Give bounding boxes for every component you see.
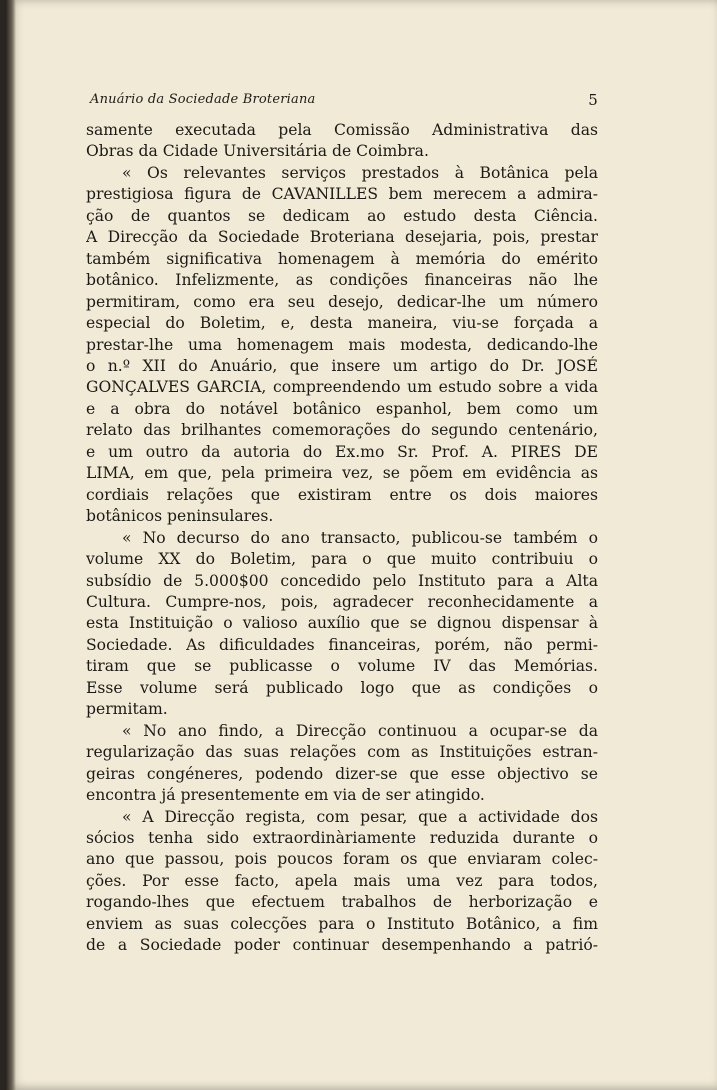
- text-line: samente executada pela Comissão Administrativa das: [86, 121, 598, 139]
- text-line: « No ano findo, a Direcção continuou a ocupar-se da: [122, 721, 598, 740]
- page-gutter-shadow: [6, 0, 16, 1090]
- text-line: encontra já presentemente em via de ser atingido.: [86, 786, 485, 805]
- running-title: Anuário da Sociedade Broteriana: [90, 92, 316, 107]
- text-line: « Os relevantes serviços prestados à Botânica pela: [122, 163, 598, 182]
- text-line: permitam.: [86, 700, 168, 719]
- text-line: tiram que se publicasse o volume IV das Memórias.: [86, 657, 598, 676]
- text-line: enviem as suas colecções para o Instituto Botânico, a fim: [86, 914, 598, 933]
- text-line: botânico. Infelizmente, as condições financeiras não lhe: [86, 271, 598, 290]
- book-page: [6, 0, 717, 1090]
- text-line: rogando-lhes que efectuem trabalhos de herborização e: [86, 893, 598, 912]
- text-line: sócios tenha sido extraordinàriamente reduzida durante o: [86, 828, 598, 847]
- text-line: relato das brilhantes comemorações do segundo centenário,: [86, 421, 598, 440]
- text-line: também significativa homenagem à memória do emérito: [86, 249, 598, 268]
- text-line: geiras congéneres, podendo dizer-se que esse objectivo se: [86, 764, 598, 783]
- text-line: regularização das suas relações com as Instituições estran-: [86, 743, 598, 762]
- text-line: cordiais relações que existiram entre os dois maiores: [86, 485, 598, 504]
- text-line: e um outro da autoria do Ex.mo Sr. Prof. A. PIRES DE: [86, 442, 598, 461]
- body-text: [86, 120, 598, 957]
- text-line: Obras da Cidade Universitária de Coimbra.: [86, 142, 429, 161]
- text-line: A Direcção da Sociedade Broteriana desejaria, pois, prestar: [86, 228, 598, 247]
- text-line: ção de quantos se dedicam ao estudo desta Ciência.: [86, 206, 598, 225]
- text-line: permitiram, como era seu desejo, dedicar-lhe um número: [86, 292, 598, 311]
- text-line: Esse volume será publicado logo que as condições o: [86, 678, 598, 697]
- text-line: « A Direcção regista, com pesar, que a actividade dos: [122, 807, 598, 826]
- text-line: Cultura. Cumpre-nos, pois, agradecer reconhecidamente a: [86, 592, 598, 611]
- page-number: 5: [588, 91, 598, 109]
- text-line: o n.º XII do Anuário, que insere um artigo do Dr. JOSÉ: [86, 356, 598, 375]
- text-line: especial do Boletim, e, desta maneira, viu-se forçada a: [86, 314, 598, 333]
- text-line: volume XX do Boletim, para o que muito contribuiu o: [86, 550, 598, 569]
- running-header: [90, 92, 598, 112]
- text-line: ano que passou, pois poucos foram os que enviaram colec-: [86, 850, 598, 869]
- text-line: prestigiosa figura de CAVANILLES bem merecem a admira-: [86, 185, 598, 204]
- text-line: botânicos peninsulares.: [86, 507, 274, 526]
- text-line: prestar-lhe uma homenagem mais modesta, dedicando-lhe: [86, 335, 598, 354]
- text-line: esta Instituição o valioso auxílio que se dignou dispensar à: [86, 614, 598, 633]
- text-line: GONÇALVES GARCIA, compreendendo um estudo sobre a vida: [86, 378, 598, 397]
- text-line: « No decurso do ano transacto, publicou-se também o: [122, 528, 598, 547]
- text-line: ções. Por esse facto, apela mais uma vez para todos,: [86, 871, 598, 890]
- text-line: LIMA, em que, pela primeira vez, se põem em evidência as: [86, 464, 598, 483]
- text-line: subsídio de 5.000$00 concedido pelo Instituto para a Alta: [86, 571, 598, 590]
- text-line: Sociedade. As dificuldades financeiras, porém, não permi-: [86, 635, 598, 654]
- text-line: e a obra do notável botânico espanhol, bem como um: [86, 399, 598, 418]
- text-line: de a Sociedade poder continuar desempenhando a patrió-: [86, 936, 598, 955]
